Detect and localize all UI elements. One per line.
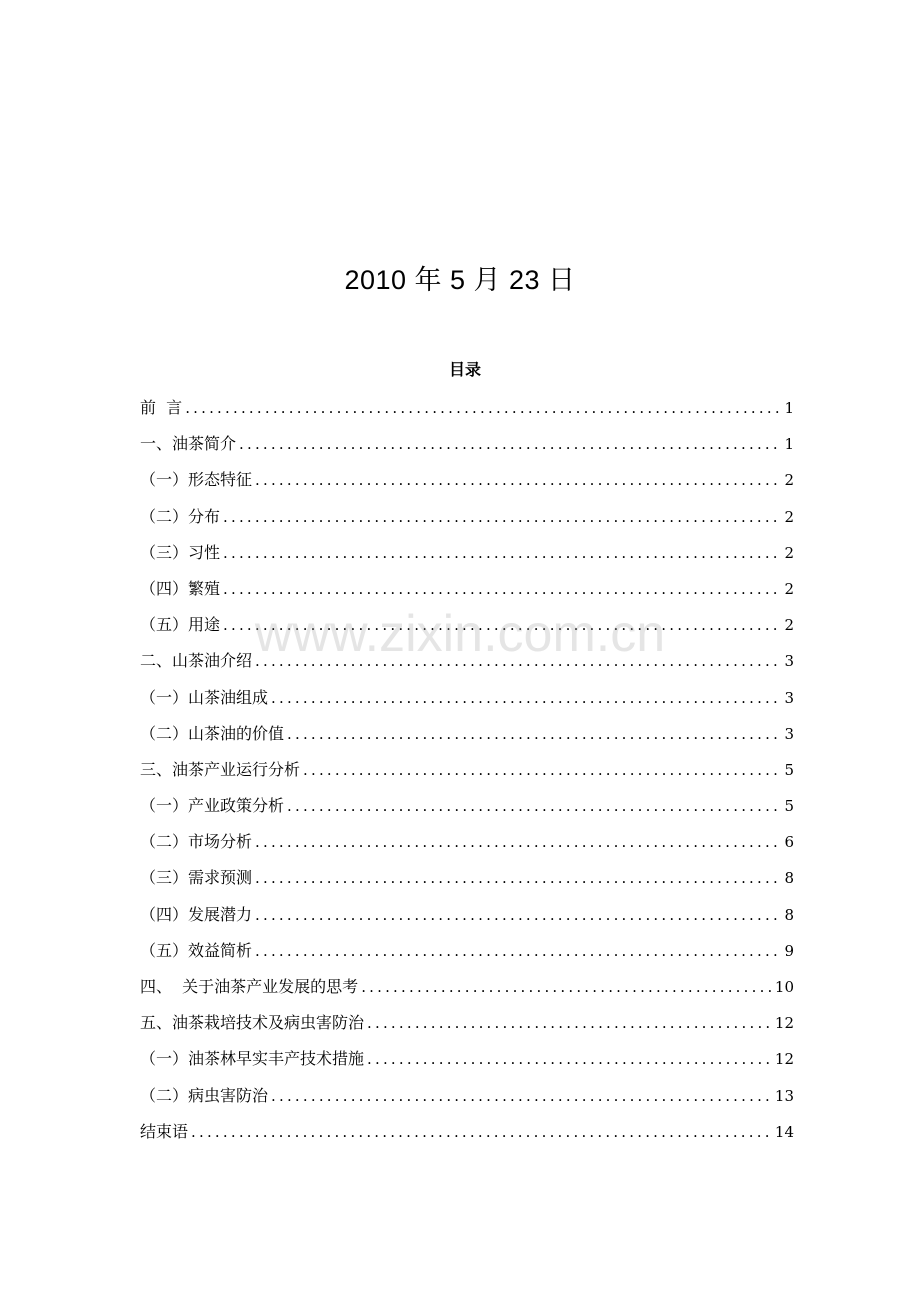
toc-entry-page-number: 1 [784, 399, 794, 417]
toc-entry-label: （五）效益简析 [140, 940, 253, 960]
toc-dot-leader [223, 576, 782, 602]
toc-entry[interactable] [140, 685, 794, 721]
toc-entry-label: （一）油茶林早实丰产技术措施 [140, 1049, 365, 1069]
toc-entry-page-number: 14 [774, 1122, 794, 1141]
toc-entry-page-number: 3 [784, 652, 794, 671]
date-heading: 2010 年 5 月 23 日 [344, 265, 576, 295]
toc-entry[interactable] [140, 467, 794, 503]
toc-dot-leader [255, 648, 782, 674]
toc-entry[interactable] [140, 612, 794, 648]
toc-entry[interactable] [140, 395, 794, 431]
toc-entry-page-number: 9 [784, 941, 794, 960]
toc-entry-page-number: 2 [784, 579, 794, 598]
toc-entry[interactable] [140, 938, 794, 974]
toc-entry-label: （一）产业政策分析 [140, 796, 285, 816]
toc-entry-page-number: 5 [784, 760, 794, 779]
toc-entry-page-number: 3 [784, 688, 794, 707]
toc-dot-leader [271, 1083, 773, 1109]
toc-dot-leader [185, 395, 782, 421]
toc-entry-page-number: 12 [774, 1050, 794, 1069]
toc-entry-label: （二）病虫害防治 [140, 1085, 269, 1105]
toc-dot-leader [303, 757, 782, 783]
toc-entry[interactable] [140, 974, 794, 1010]
toc-entry-label: （一）山茶油组成 [140, 687, 269, 707]
toc-dot-leader [255, 902, 782, 928]
toc-entry[interactable] [140, 540, 794, 576]
toc-dot-leader [255, 865, 782, 891]
toc-entry-label: 四、 关于油茶产业发展的思考 [140, 977, 359, 996]
toc-entry-label: （三）需求预测 [140, 868, 253, 888]
watermark: www.zixin.com.cn [254, 605, 666, 663]
toc-entry-page-number: 2 [784, 616, 794, 635]
toc-entry-label: （二）分布 [140, 506, 221, 526]
toc-dot-leader [223, 540, 782, 566]
toc-dot-leader [287, 721, 782, 747]
toc-entry[interactable] [140, 1083, 794, 1119]
toc-entry[interactable] [140, 865, 794, 901]
toc-entry[interactable] [140, 504, 794, 540]
toc-entry-page-number: 1 [784, 435, 794, 454]
toc-entry-label: 结束语 [140, 1121, 189, 1141]
toc-dot-leader [287, 793, 782, 819]
toc-entry[interactable] [140, 648, 794, 684]
toc-entry-label: （四）繁殖 [140, 578, 221, 598]
toc-entry-page-number: 8 [784, 905, 794, 924]
toc-dot-leader [367, 1046, 773, 1072]
toc-entry[interactable] [140, 576, 794, 612]
toc-entry[interactable] [140, 721, 794, 757]
toc-entry[interactable] [140, 1010, 794, 1046]
toc-entry-label: （二）市场分析 [140, 832, 253, 852]
table-of-contents [140, 395, 794, 1155]
toc-dot-leader [255, 829, 782, 855]
toc-entry-page-number: 12 [774, 1014, 794, 1033]
toc-entry-label: 五、油茶栽培技术及病虫害防治 [140, 1013, 365, 1033]
toc-dot-leader [191, 1119, 773, 1145]
toc-dot-leader [367, 1010, 773, 1036]
toc-entry-label: （一）形态特征 [140, 470, 253, 490]
toc-entry-page-number: 2 [784, 507, 794, 526]
toc-entry-page-number: 2 [784, 543, 794, 562]
toc-entry-label: 一、油茶简介 [140, 434, 237, 454]
toc-entry-label: （四）发展潜力 [140, 904, 253, 924]
toc-entry[interactable] [140, 902, 794, 938]
toc-entry-label: 前 言 [140, 398, 183, 417]
toc-entry-label: 二、山茶油介绍 [140, 651, 253, 671]
toc-entry-label: （二）山茶油的价值 [140, 723, 285, 743]
toc-entry-page-number: 13 [774, 1086, 794, 1105]
toc-dot-leader [361, 974, 773, 1000]
toc-entry-page-number: 3 [784, 724, 794, 743]
toc-title: 目录 [448, 360, 481, 379]
toc-dot-leader [223, 504, 782, 530]
toc-entry[interactable] [140, 1119, 794, 1155]
toc-entry-page-number: 5 [784, 797, 794, 816]
toc-entry-label: （五）用途 [140, 615, 221, 635]
toc-dot-leader [239, 431, 782, 457]
toc-entry[interactable] [140, 793, 794, 829]
toc-entry-page-number: 8 [784, 869, 794, 888]
toc-dot-leader [255, 467, 782, 493]
toc-entry-label: （三）习性 [140, 542, 221, 562]
toc-entry-page-number: 6 [784, 833, 794, 852]
toc-entry[interactable] [140, 431, 794, 467]
toc-entry-page-number: 10 [774, 978, 794, 996]
toc-entry[interactable] [140, 829, 794, 865]
toc-dot-leader [223, 612, 782, 638]
toc-entry-label: 三、油茶产业运行分析 [140, 759, 301, 779]
toc-dot-leader [271, 685, 782, 711]
toc-entry-page-number: 2 [784, 471, 794, 490]
toc-entry[interactable] [140, 1046, 794, 1082]
toc-entry[interactable] [140, 757, 794, 793]
toc-dot-leader [255, 938, 782, 964]
